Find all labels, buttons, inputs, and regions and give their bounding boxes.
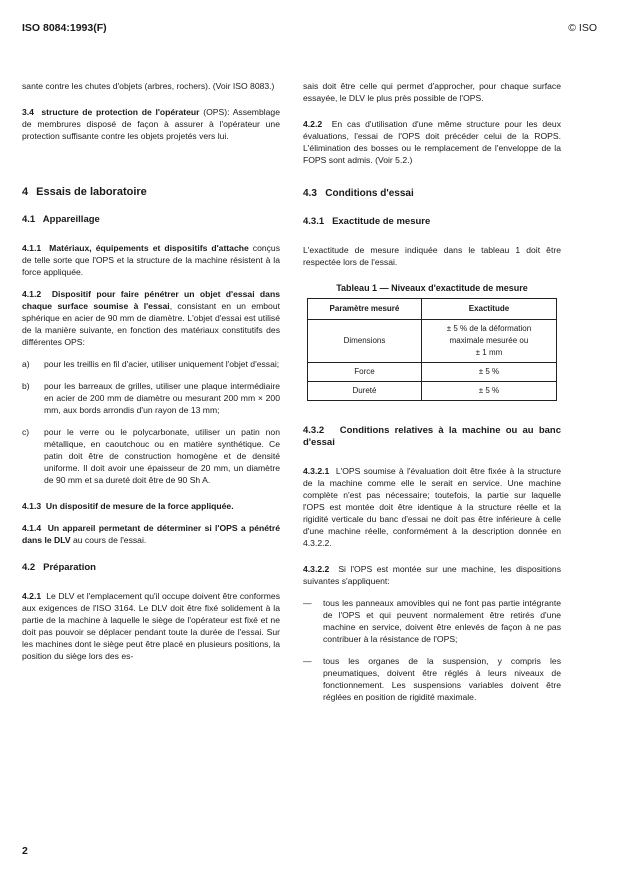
clause-number: 4.3.2.2 xyxy=(303,564,330,574)
section-title: Essais de laboratoire xyxy=(36,186,147,198)
table-cell: ± 5 % xyxy=(421,382,556,401)
clause-number: 4.2.2 xyxy=(303,119,323,129)
section-title: Conditions relatives à la machine ou au banc d'essai xyxy=(303,425,561,448)
section-4-heading xyxy=(22,186,280,198)
list-text: pour le verre ou le polycarbonate, utiliser un patin non métallique, en caoutchouc ou en matière synthétique. Ce patin doit être de construction homogène et de densité uniforme. Il doit avoir une épaisseur de 20 mm, un diamètre de 90 mm et sa dureté doit être de 90 Sh A. xyxy=(44,427,280,485)
clause-4-2-2 xyxy=(303,118,561,166)
table-header-row xyxy=(308,299,557,320)
table-header: Paramètre mesuré xyxy=(308,299,422,320)
clause-text: L'OPS soumise à l'évaluation doit être fixée à la structure de la machine comme elle le serait en service. Une machine complète n'est pas nécessaire; toutefois, la partie sur laquelle l'OPS est montée doit être identique à la structure réelle et la rigidité verticale du banc d'essai ne doit pas être inférieure à celle d'une machine réelle, conformément à la description donnée en 4.3.2.2. xyxy=(303,466,561,548)
clause-4-2-1 xyxy=(22,590,280,662)
clause-number: 4.1.3 xyxy=(22,501,42,511)
clause-number: 4.1.4 xyxy=(22,523,42,533)
section-title: Conditions d'essai xyxy=(325,188,414,199)
clause-4-3-2-1 xyxy=(303,465,561,549)
section-4-3-heading xyxy=(303,188,561,200)
page-number: 2 xyxy=(22,845,28,857)
section-title: Appareillage xyxy=(42,214,100,225)
list-item xyxy=(22,358,280,370)
clause-text: Si l'OPS est montée sur une machine, les dispositions suivantes s'appliquent: xyxy=(303,564,561,586)
continued-paragraph: sais doit être celle qui permet d'approcher, pour chaque surface essayée, le DLV le plus près possible de l'OPS. xyxy=(303,81,561,103)
section-number: 4 xyxy=(22,186,29,198)
clause-title: Matériaux, équipements et dispositifs d'attache xyxy=(49,243,249,253)
clause-4-3-1-text: L'exactitude de mesure indiquée dans le tableau 1 doit être respectée lors de l'essai. xyxy=(303,245,561,267)
clause-text: Le DLV et l'emplacement qu'il occupe doivent être conformes aux exigences de l'ISO 3164. Le DLV doit être fixé solidement à la partie de la machine à laquelle le siège de l'opérateur est fixé et ne doit pas pouvoir se déplacer pendant toute la durée de l'essai. Sur les machines dont le siège peut être placé en plusieurs positions, la position du siège lors des es- xyxy=(22,591,281,661)
table-cell-line: maximale mesurée ou xyxy=(449,336,529,345)
section-4-1-heading xyxy=(22,214,280,226)
section-number: 4.3 xyxy=(303,188,317,199)
list-label: a) xyxy=(22,359,30,369)
section-4-3-2-heading xyxy=(303,425,561,449)
clause-4-1-3 xyxy=(22,500,280,512)
list-label: — xyxy=(303,598,312,608)
left-column xyxy=(22,80,280,672)
section-number: 4.3.1 xyxy=(303,216,325,227)
list-text: tous les panneaux amovibles qui ne font pas partie intégrante de l'OPS et qui peuvent normalement être retirés d'une machine en service, doivent être enlevés de façon à ne pas contribuer à la résistance de l'OPS; xyxy=(323,598,561,644)
clause-4-3-2-2 xyxy=(303,563,561,587)
clause-4-1-2 xyxy=(22,288,280,348)
clause-4-1-4 xyxy=(22,522,280,546)
section-title: Exactitude de mesure xyxy=(332,216,431,227)
table-cell-line: ± 5 % de la déformation xyxy=(446,324,532,333)
list-item xyxy=(22,380,280,416)
clause-number: 4.1.2 xyxy=(22,289,42,299)
clause-title: structure de protection de l'opérateur xyxy=(41,107,200,117)
clause-4-1-1 xyxy=(22,242,280,278)
table-header: Exactitude xyxy=(421,299,556,320)
section-4-2-heading xyxy=(22,562,280,574)
list-item xyxy=(22,426,280,486)
table-row xyxy=(308,320,557,363)
list-text: tous les organes de la suspension, y compris les pneumatiques, doivent être réglés à leurs niveaux de fonctionnement. Les suspensions variables doivent être réglées en position de rigidité maximale. xyxy=(323,656,561,702)
table-title: Tableau 1 — Niveaux d'exactitude de mesure xyxy=(336,283,528,293)
table-cell xyxy=(421,320,556,363)
clause-text: conçus de telle sorte que l'OPS et la structure de la machine résistent à la force appliquée. xyxy=(22,243,281,277)
section-4-3-1-heading xyxy=(303,216,561,228)
copyright-mark: © ISO xyxy=(568,22,597,34)
section-number: 4.2 xyxy=(22,562,36,573)
section-number: 4.1 xyxy=(22,214,36,225)
list-label: c) xyxy=(22,427,30,437)
clause-text: au cours de l'essai. xyxy=(70,535,147,545)
clause-number: 4.1.1 xyxy=(22,243,42,253)
list-item xyxy=(303,597,561,645)
continued-paragraph: sante contre les chutes d'objets (arbres, rochers). (Voir ISO 8083.) xyxy=(22,81,275,91)
document-id: ISO 8084:1993(F) xyxy=(22,22,107,34)
table-row xyxy=(308,382,557,401)
clause-text: En cas d'utilisation d'une même structure pour les deux évaluations, l'essai de l'OPS doit précéder celui de la ROPS. L'élimination des bosses ou le remplacement de l'enveloppe de la FOPS sont admis. (Voir 5.2.) xyxy=(303,119,561,165)
list-label: — xyxy=(303,656,312,666)
list-label: b) xyxy=(22,381,30,391)
list-text: pour les treillis en fil d'acier, utiliser uniquement l'objet d'essai; xyxy=(44,359,280,369)
clause-number: 4.3.2.1 xyxy=(303,466,330,476)
table-cell: Force xyxy=(308,363,422,382)
table-cell: ± 5 % xyxy=(421,363,556,382)
section-title: Préparation xyxy=(43,562,96,573)
clause-text: (OPS): Assemblage de membrures disposé de façon à assurer à l'opérateur une protection suffisante contre les objets projetés vers lui. xyxy=(22,107,280,141)
clause-text: , consistant en un embout sphérique en acier de 90 mm de diamètre. L'objet d'essai est utilisé de la manière suivante, en fonction des matériaux constitutifs des différentes OPS: xyxy=(22,301,280,347)
table-cell: Dureté xyxy=(308,382,422,401)
clause-number: 4.2.1 xyxy=(22,591,42,601)
clause-title: Un dispositif de mesure de la force appliquée. xyxy=(45,501,234,511)
table-cell-line: ± 1 mm xyxy=(475,348,503,357)
clause-3-4 xyxy=(22,106,280,142)
table-row xyxy=(308,363,557,382)
clause-title: Dispositif pour faire pénétrer un objet d'essai dans chaque surface soumise à l'essai xyxy=(22,289,280,311)
clause-title: Un appareil permetant de déterminer si l'OPS a pénétré dans le DLV xyxy=(22,523,281,545)
list-item xyxy=(303,655,561,703)
clause-number: 3.4 xyxy=(22,107,34,117)
right-column xyxy=(303,80,561,713)
accuracy-table xyxy=(307,298,557,401)
list-text: pour les barreaux de grilles, utiliser une plaque intermédiaire en acier de 200 mm de diamètre ou mesurant 200 mm × 200 mm, aux bords arrondis d'un rayon de 13 mm; xyxy=(44,381,280,415)
section-number: 4.3.2 xyxy=(303,425,325,436)
table-cell: Dimensions xyxy=(308,320,422,363)
